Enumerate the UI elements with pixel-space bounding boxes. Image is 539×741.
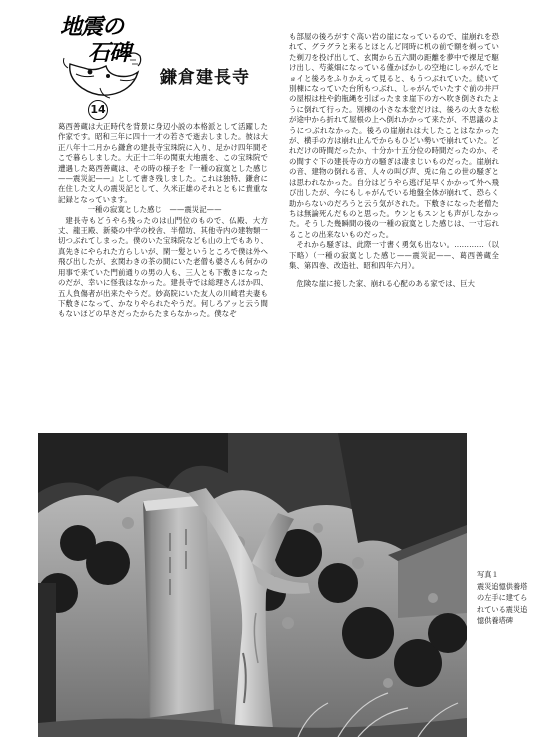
caption-line: れている震災追 bbox=[477, 604, 528, 614]
series-title-line1: 地震の bbox=[60, 14, 124, 40]
quote-paragraph: 建長寺もどうやら残ったのは山門位のもので、仏殿、大方丈、龍王殿、新築の中学の校舎、半僧坊、其他寺内の建物類一切つぶれてしまった。僕のいた宝珠院なども山の上でもあり、真先きにやられた方らしいが、閑一髪というところで僕は外へ飛び出したが、玄関わきの茶の間にいた老僧も婆さんも何かの用事で来ていた門前通りの男の人も、三人とも下敷きになったのだが、幸いに怪我はなかった。建長寺では総理さんほか四、五人負傷者が出来たやうだ。妙高院にいた友人の川崎君夫妻も下敷きになって、かなりやられたやうだ。何しろアッと云う間もないほどの早さだったからたまらなかった。僕なぞ bbox=[58, 215, 268, 319]
caption-line: 震災追憶供養塔 bbox=[477, 581, 528, 591]
series-number-badge: 14 bbox=[88, 100, 108, 120]
caption-line: の左手に建てら bbox=[477, 593, 528, 602]
memorial-photo bbox=[38, 433, 467, 737]
series-title-line2: 石碑 bbox=[88, 40, 131, 66]
article-column-right bbox=[289, 32, 499, 290]
quote-subtitle: 一種の寂寞とした感じ ——震災記—— bbox=[87, 205, 222, 215]
article-heading: 鎌倉建長寺 bbox=[160, 68, 250, 88]
closing-paragraph: 危険な崖に接した家、崩れる心配のある家では、巨大 bbox=[296, 279, 475, 289]
intro-paragraph: 葛西善蔵は大正時代を背景に身辺小説の本格派として活躍した作家です。昭和三年に四十一才の若さで逝去しました。彼は大正八年十二月から鎌倉の建長寺宝珠院に入り、足かけ四年間そこで暮らしました。大正十二年の関東大地震を、この宝珠院で遭遇した葛西善蔵は、その時の様子を『一種の寂寞とした感じ——震災記——』として書き残しました。これは独特、鎌倉に在住した文人の震災記として、久米正雄のそれとともに貴重な記録となっています。 bbox=[58, 122, 268, 204]
caption-line: 写真１ bbox=[477, 570, 499, 579]
memorial-photo-drawing bbox=[38, 433, 467, 737]
series-logo bbox=[60, 14, 152, 120]
series-title bbox=[60, 14, 152, 66]
article-column-left bbox=[58, 122, 268, 320]
quote-ending-citation: それから騒ぎは、此際一寸書く勇気も出ない。…………（以下略）（一種の寂寞とした感じ——震災記——、葛西善蔵全集、第四巻、改造社、昭和四年六月）。 bbox=[289, 240, 499, 270]
photo-caption bbox=[477, 569, 529, 627]
caption-line: 憶供養塔碑 bbox=[477, 616, 513, 625]
quote-continuation: も部屋の後ろがすぐ高い岩の崖になっているので、崖崩れを恐れて、グラグラと来るとほとんど同時に机の前で額を剃っていた剃刀を投げ出して、玄関から五六間の距離を夢中で裸足で駆け出し、芍薬畑になっている僅かばかしの空地にしゃがんでヒョイと後ろをふりかえって見ると、もうつぶれていた。続いて別棟になっていた台所もつぶれ、しゃがんでいたすぐ前の井戸の屋根は柱や釣瓶縄を引ぱったまま崖下の方へ吹き倒されたように倒れて行った。別棟の小さな本堂だけは、後ろの大きな松が途中から折れて屋根の上へ倒れかかって来たが、不思議のようにつぶれなかった。後ろの崖崩れは大したことはなかったが、横手の方は崩れ止んでからもひどい勢いで崩れていた。どれだけの時間だったか、十分か十五分位の時間だったのか、その間すぐ下の建長寺の方の騒ぎは凄まじいものだった。崖崩れの音、建物の倒れる音、人々の叫び声、兎に角この世の騒ぎとは思われなかった。自分はどうやら逃げ足早くかかって外へ飛び出したが、今にもしゃがんでいる地盤全体が崩れて、恐らく助からないのだろうと云う気がされた。下敷きになった老僧たちは無論死んだものと思った。ウンともスンとも声がしなかった。そうした幾瞬間の後の一種の寂寞とした感じは、一寸忘れることの出来ないものだった。 bbox=[289, 32, 499, 239]
